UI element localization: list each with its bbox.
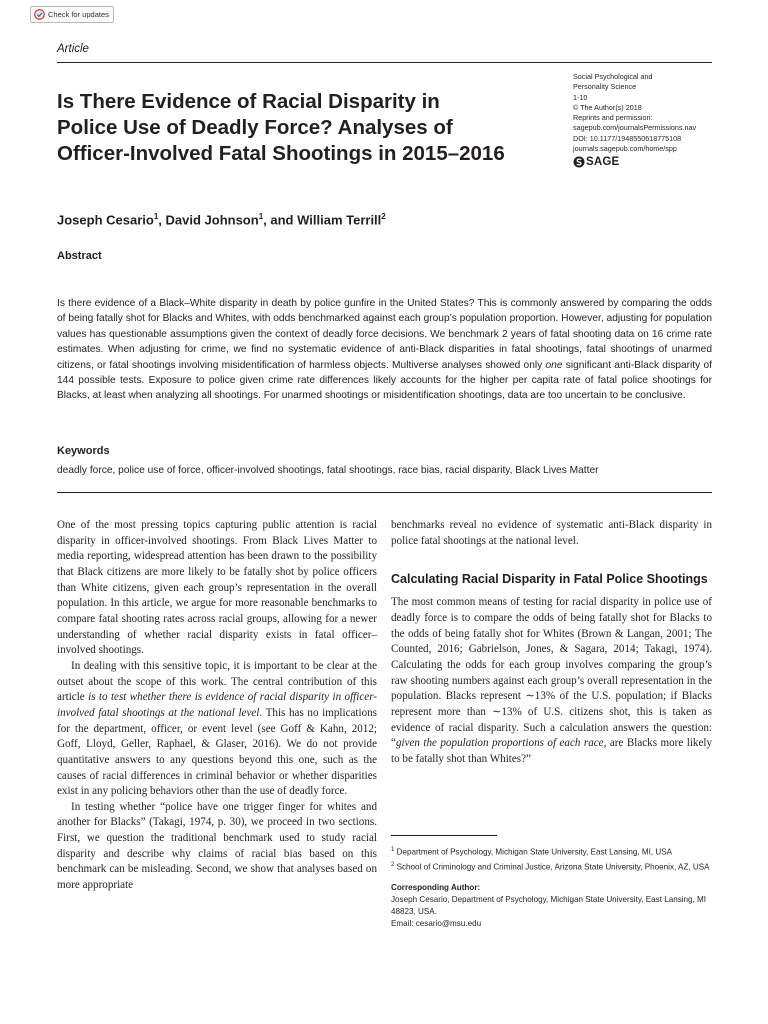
article-type-label: Article xyxy=(57,43,89,55)
body-paragraph: In testing whether “police have one trigger finger for whites and another for Blacks” (Takagi, 1974, p. 30), we proceed in two sections. First, we question the traditional benchmark used to study racial disparity and describe why claims of racial bias based on this benchmark can be misleading. Second, we show that analyses based on more appropriate xyxy=(57,800,377,892)
author-name: William Terrill xyxy=(297,212,382,228)
footnote-rule xyxy=(391,835,497,836)
body-column-right xyxy=(391,518,712,768)
sage-icon xyxy=(573,156,585,168)
body-text-part: The most common means of testing for racial disparity in police use of deadly force is to compare the odds of being fatally shot for Blacks to the odds of being fatally shot for Whites (Brown & Langan, 2001; The Counted, 2016; Gabrielson, Jones, & Sagara, 2014; Takagi, 1974). Calculating the odds for each group involves comparing the group’s raw shooting numbers against each group’s overall representation in the population. Blacks represent ∼13% of the U.S. population; if Blacks represent more than ∼13% of U.S. citizens shot, this is taken as evidence of racial disparity. Such a calculation answers the question: “ xyxy=(391,596,712,750)
body-paragraph xyxy=(391,595,712,767)
abstract-heading: Abstract xyxy=(57,250,102,262)
journal-name: Personality Science xyxy=(573,82,637,92)
footnotes xyxy=(391,844,712,931)
paper-title xyxy=(57,89,557,167)
affiliation-note: $^2$ School of Criminology and Criminal Justice, Arizona State University, Phoenix, AZ, USA xyxy=(391,861,710,872)
body-emphasis: is to test whether there is evidence of racial disparity in officer-involved fatal shootings at the national level xyxy=(57,691,377,719)
author-name: David Johnson xyxy=(165,212,259,228)
body-paragraph: One of the most pressing topics capturing public attention is racial disparity in officer-involved shootings. From Black Lives Matter to media reporting, widespread attention has been drawn to the possibility that Black citizens are more likely to be fatally shot by police officers than White citizens, given each group’s representation in the overall population. In this article, we argue for more reasonable benchmarks to compare fatal shooting rates across racial groups, allowing for a newer understanding of whether racial disparity exists in fatal officer–involved shootings. xyxy=(57,519,377,657)
permissions-link[interactable]: sagepub.com/journalsPermissions.nav xyxy=(573,123,697,133)
corresponding-author-details: Joseph Cesario, Department of Psychology, Michigan State University, East Lansing, MI 48823, USA. xyxy=(391,894,707,917)
body-emphasis: given the population proportions of each race xyxy=(395,737,604,750)
author-separator: , and xyxy=(263,212,298,228)
author-list xyxy=(57,212,386,227)
author-name: Joseph Cesario xyxy=(57,212,154,228)
page-range: 1-10 xyxy=(573,92,588,102)
publisher-name: SAGE xyxy=(586,156,620,169)
author-affiliation-marker: 2 xyxy=(381,212,386,221)
doi[interactable]: DOI: 10.1177/1948550618775108 xyxy=(573,133,682,143)
abstract-text-part: Is there evidence of a Black–White disparity in death by police gunfire in the United States? This is commonly answered by comparing the odds of being fatally shot for Blacks and Whites, with odds benchmarked against each group’s population proportion. However, adjusting for population values has questionable assumptions given the context of deadly force decisions. We benchmark 2 years of fatal shooting data on 16 crime rate estimates. When adjusting for crime, we find no systematic evidence of anti-Black disparities in fatal shootings, fatal shootings of unarmed citizens, or fatal shootings involving misidentification of harmless objects. Multiverse analyses showed only xyxy=(57,298,712,371)
check-for-updates-badge[interactable] xyxy=(30,6,114,23)
abstract-text xyxy=(57,296,712,404)
body-text-part: . This has no implications for the department, officer, or event level (see Goff & Kahn, 2012; Goff, Lloyd, Geller, Raphael, & Glaser, 2016). We do not provide quantitative answers to any questions beyond this one, such as the causes of racial differences in criminal behavior or whether disparities exist in any policing behaviors other than the use of deadly force. xyxy=(57,706,377,798)
section-heading: Calculating Racial Disparity in Fatal Police Shootings xyxy=(391,572,708,587)
affiliation-text: School of Criminology and Criminal Justice, Arizona State University, Phoenix, AZ, USA xyxy=(396,862,710,872)
author-separator: , xyxy=(158,212,166,228)
affiliation-note: $^1$ Department of Psychology, Michigan State University, East Lansing, MI, USA xyxy=(391,847,673,857)
abstract-text-part: significant anti-Black disparity of 144 possible tests. Exposure to police given crime rate differences likely accounts for the higher per capita rate of fatal police shootings for Blacks, at least when analyzing all shootings. For unarmed shootings or misidentification shootings, data are too uncertain to be conclusive. xyxy=(57,359,712,402)
author-affiliation-marker: 1 xyxy=(258,212,264,221)
body-column-left xyxy=(57,518,377,894)
journal-name: Social Psychological and xyxy=(573,72,653,81)
body-paragraph xyxy=(57,659,377,800)
corresponding-author-heading: Corresponding Author: xyxy=(391,882,481,892)
keywords-list: deadly force, police use of force, officer-involved shootings, fatal shootings, race bias, racial disparity, Black Lives Matter xyxy=(57,465,599,476)
author-affiliation-marker: 1 xyxy=(153,212,159,221)
abstract-emphasis: one xyxy=(545,359,563,371)
check-updates-icon xyxy=(34,9,45,20)
section-rule xyxy=(57,492,712,493)
publisher-logo xyxy=(573,156,696,168)
body-text-part: In dealing with this sensitive topic, it is important to be clear at the outset about the scope of this work. The central contribution of this article xyxy=(57,659,377,704)
journal-homepage-link[interactable]: journals.sagepub.com/home/spp xyxy=(573,144,677,154)
title-line: Is There Evidence of Racial Disparity in xyxy=(57,90,440,113)
body-paragraph: benchmarks reveal no evidence of systematic anti-Black disparity in police fatal shootings at the national level. xyxy=(391,519,712,547)
check-updates-label: Check for updates xyxy=(48,10,109,19)
journal-metadata xyxy=(573,72,696,168)
header-rule xyxy=(57,62,712,63)
body-text-part: , are Blacks more likely to be fatally shot than Whites?” xyxy=(391,737,713,765)
reprints-label: Reprints and permission: xyxy=(573,113,653,123)
keywords-heading: Keywords xyxy=(57,445,110,457)
corresponding-author-email[interactable]: Email: cesario@msu.edu xyxy=(391,919,482,929)
title-line: Police Use of Deadly Force? Analyses of xyxy=(57,116,453,139)
copyright: © The Author(s) 2018 xyxy=(573,102,642,112)
affiliation-text: Department of Psychology, Michigan State University, East Lansing, MI, USA xyxy=(396,847,673,857)
title-line: Officer-Involved Fatal Shootings in 2015–2016 xyxy=(57,142,505,165)
